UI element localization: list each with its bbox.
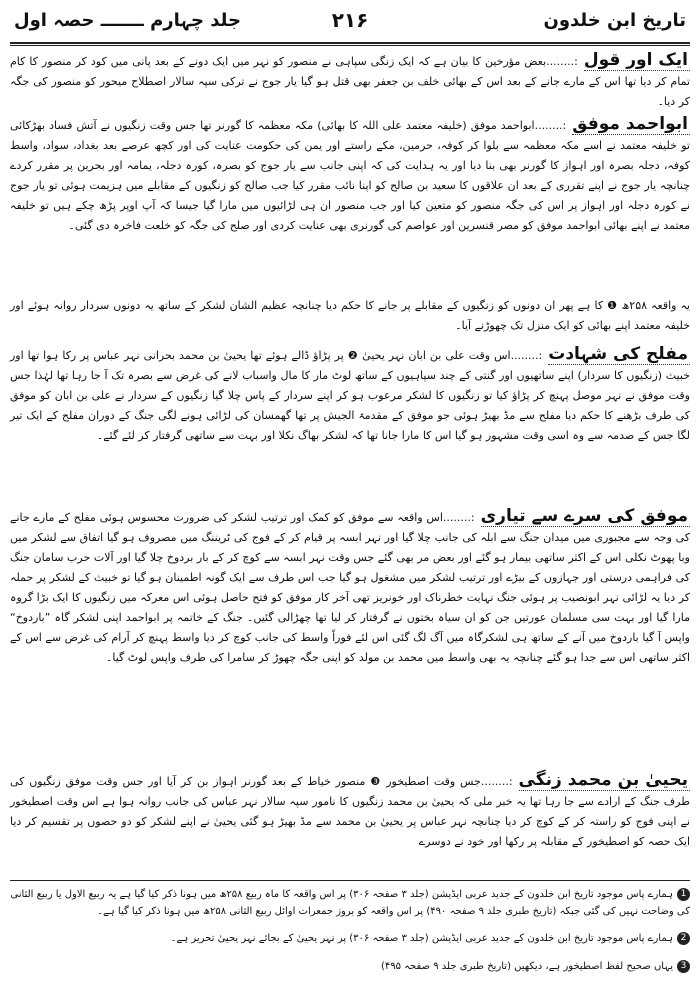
header-rule-thin [10,45,690,46]
paragraph [10,296,690,336]
page-number: ۲۱۶ [331,8,369,32]
section-another-view [10,50,690,112]
footnote-number: 2 [677,932,690,945]
footnote-3 [10,958,690,975]
footnote-number: 1 [677,888,690,901]
footnote-text: یہاں صحیح لفظ اصطیخور ہے، دیکھیں (تاریخ طبری جلد ۹ صفحہ ۴۹۵) [380,961,673,972]
footnote-rule [10,880,690,881]
footnote-2 [10,930,690,947]
section-heading: ایک اور قول [583,50,688,70]
section-muflih-martyrdom [10,344,690,446]
section-heading: مفلح کی شہادت [548,344,688,364]
header-rule [10,42,690,44]
book-title: تاریخ ابن خلدون [543,10,686,31]
section-text: :........بعض مؤرخین کا بیان ہے کہ ایک زنگی سپاہی نے منصور کو نہر میں ایک دونے کے بعد پانی میں کود کر منصور کا کام تمام کر دیا تھا اس کے مارے جانے کے بعد اس کے بھائی خلف بن جعفر بھی قتل ہو گیا یار جوج نے ترکی سپہ سالار اصطلاح میحور کو منصور کی جگہ کر دیا۔ [10,55,690,108]
section-yahya-bin-muhammad [10,770,690,852]
footnote-text: ہمارے پاس موجود تاریخ ابن خلدون کے جدید عربی ایڈیشن (جلد ۳ صفحہ ۳۰۶) پر نہر یحییٰ کے بجائے نہر یحییٰ تحریر ہے۔ [170,933,673,944]
paragraph [10,506,690,668]
footnote-number: 3 [677,960,690,973]
paragraph [10,770,690,852]
section-muwaffaq-preparation [10,506,690,668]
section-text: :........اس واقعہ سے موفق کو کمک اور ترتیب لشکر کی ضرورت محسوس ہوئی مفلح کے مارے جانے کی وجہ سے مجبوری میں میدان جنگ سے ابلہ کی جانب چلا گیا اور نہر ابسہ پر قیام کر کے فوج کی ٹریننگ میں مصروف ہو گیا اتفاق سے لشکر میں وبا پھوٹ نکلی اس کے اکثر ساتھی بیمار ہو گئے اور بعض مر بھی گئے جس وقت نہر ابسہ سے کوچ کر کے بار بردوخ چلا گیا اور آلات حرب سامان جنگ کی فراہمی درستی اور جہازوں کے بیڑے اور ترتیب لشکر میں مشغول ہو گیا جب اس طرف سے ایک گونہ اطمینان ہو گیا تو خبیث کے لشکر پر حملہ کر دیا یہ لڑائی نہر ابونصیب پر ہوئی جنگ نہایت خطرناک اور خونریز تھی آخر کار موفق کو فتح حاصل ہوئی اس معرکہ میں زنگیوں کا ایک بڑا گروہ مارا گیا اور بہت سی مسلمان عورتیں جن کو ان سیاہ بختوں نے گرفتار کر لیا تھا چھڑالی گئیں۔ جنگ کے خاتمہ پر ابواحمد اپنی لشکر گاہ ”باردوخ“ واپس آ گیا باردوخ میں آنے کے ساتھ ہی لشکرگاہ میں آگ لگ گئی اس لئے فوراً واسط کی جانب کوچ کر دیا واسط پہنچ کر آرام کی غرض سے اس کے اکثر ساتھی اس سے جدا ہو گئے چنانچہ یہ بھی واسط میں محمد بن مولد کو اپنی جگہ چھوڑ کر سامرا کی طرف واپس لوٹ گیا۔ [10,511,690,664]
section-abu-ahmad-muwaffaq [10,114,690,236]
section-year-note [10,296,690,336]
section-text: یہ واقعہ ۲۵۸ھ ❶ کا ہے پھر ان دونوں کو زنگیوں کے مقابلے پر جانے کا حکم دیا چنانچہ عظیم الشان لشکر کے ساتھ یہ دونوں سردار روانہ ہوئے اور خلیفہ معتمد اپنے بھائی کو ایک منزل تک چھوڑنے آیا۔ [10,299,690,332]
section-heading: ابواحمد موفق [572,114,688,134]
footnote-text: ہمارے پاس موجود تاریخ ابن خلدون کے جدید عربی ایڈیشن (جلد ۳ صفحہ ۳۰۶) پر اس واقعہ کا ماہ ربیع ۲۵۸ھ میں ہونا ذکر کیا گیا ہے یہ ربیع الاول یا ربیع الثانی کی وضاحت نہیں کی گئی جبکہ (تاریخ طبری جلد ۹ صفحہ ۴۹۰) پر اس واقعہ کو بروز جمعرات اوائل ربیع الثانی ۲۵۸ھ میں ہونا ذکر کیا گیا ہے۔ [10,889,690,917]
volume-label: جلد چہارم ـــــــ حصہ اول [14,10,241,31]
section-heading: موفق کی سرے سے تیاری [480,506,688,526]
section-text: :........جس وقت اصطیخور ❸ منصور خیاط کے بعد گورنر اہواز بن کر آیا اور جس وقت موفق زنگیوں کی طرف جنگ کے ارادے سے جا رہا تھا یہ خبر ملی کہ یحییٰ بن محمد زنگیوں کا نامور سپہ سالار نہر عباس کی جانب روانہ ہوا ہے اس وقت اصطیخور نے اپنی فوج کو راستہ کر کے کوچ کر دیا چنانچہ نہر عباس پر یحییٰ بن محمد سے مڈ بھیڑ ہو گئی یحییٰ نے اپنے لشکر کو دو حصوں پر تقسیم کر دیا ایک حصہ کو اصطیخور کے مقابلہ پر رکھا اور خود نے دوسرے [10,775,690,848]
paragraph [10,344,690,446]
section-heading: یحییٰ بن محمد زنگی [518,770,688,790]
paragraph [10,114,690,236]
footnote-1 [10,886,690,920]
section-text: :........ابواحمد موفق (خلیفہ معتمد علی اللہ کا بھائی) مکہ معظمہ کا گورنر تھا جس وقت زنگیوں نے آتش فساد بھڑکائی تو خلیفہ معتمد نے اسے مکہ معظمہ سے بلوا کر کوفہ، حرمین، مکے راستے اور یمن کی حکومت عنایت کی اور کچھ عرصے بعد بغداد، سواد، واسط کوفہ، دجلہ بصرہ اور اہواز کا گورنر بھی بنا دیا اور یہ ہدایت کی کہ اپنی جانب سے یار جوج کو بصرہ، کورہ دجلہ، یمامہ اور بحرین پر مقرر کردے چنانچہ یار جوج نے اپنے تقرری کے بعد ان علاقوں کا سعید بن صالح کو اپنا نائب مقرر کیا جب صالح کو زنگیوں کے مقابلے میں ہزیمت ہوئی تو یار جوج نے کورہ دجلہ اور اہواز پر اس کی جگہ منصور کو متعین کیا اور جب منصور ان ہی لڑائیوں میں مارا گیا جیسا کہ آپ اوپر پڑھ چکے ہیں تو خلیفہ معتمد نے اپنے بھائی ابواحمد موفق کو مصر قنسرین اور عواصم کی گورنری بھی عنایت کردی اور صلح کی جگہ کو خلعت فاخرہ دی گئی۔ [10,119,690,232]
paragraph [10,50,690,112]
section-text: :........اس وقت علی بن ابان نہر یحییٰ ❷ پر پڑاؤ ڈالے ہوئے تھا یحییٰ بن محمد بحرانی نہر عباس پر رکا ہوا تھا اور خبیث (زنگیوں کا سردار) اپنے ساتھیوں اور گنتی کے چند سپاہیوں کے ساتھ لوٹ مار کا مال واسباب لانے کی غرض سے بصرہ تک آ جا رہا تھا لہٰذا جس وقت موفق نے نہر موصل پہنچ کر پڑاؤ کیا تو زنگیوں کا لشکر مرعوب ہو کر اپنے سردار کے پاس چلا گیا زنگیوں کے سردار نے علی بن ابان کو موفق کی طرف بڑھنے کا حکم دیا مفلح سے مڈ بھیڑ ہوئی جو موفق کے مقدمۃ الجیش پر تھا گھمسان کی لڑائی ہونے لگی جنگ کے دوران مفلح کے ایک تیر لگا جس کے صدمہ سے وہ اسی وقت مشہور ہو گیا اس کا مارا جانا تھا کہ لشکر بھاگ نکلا اور بہت سے ساتھی گرفتار کر لئے گئے۔ [10,349,690,442]
